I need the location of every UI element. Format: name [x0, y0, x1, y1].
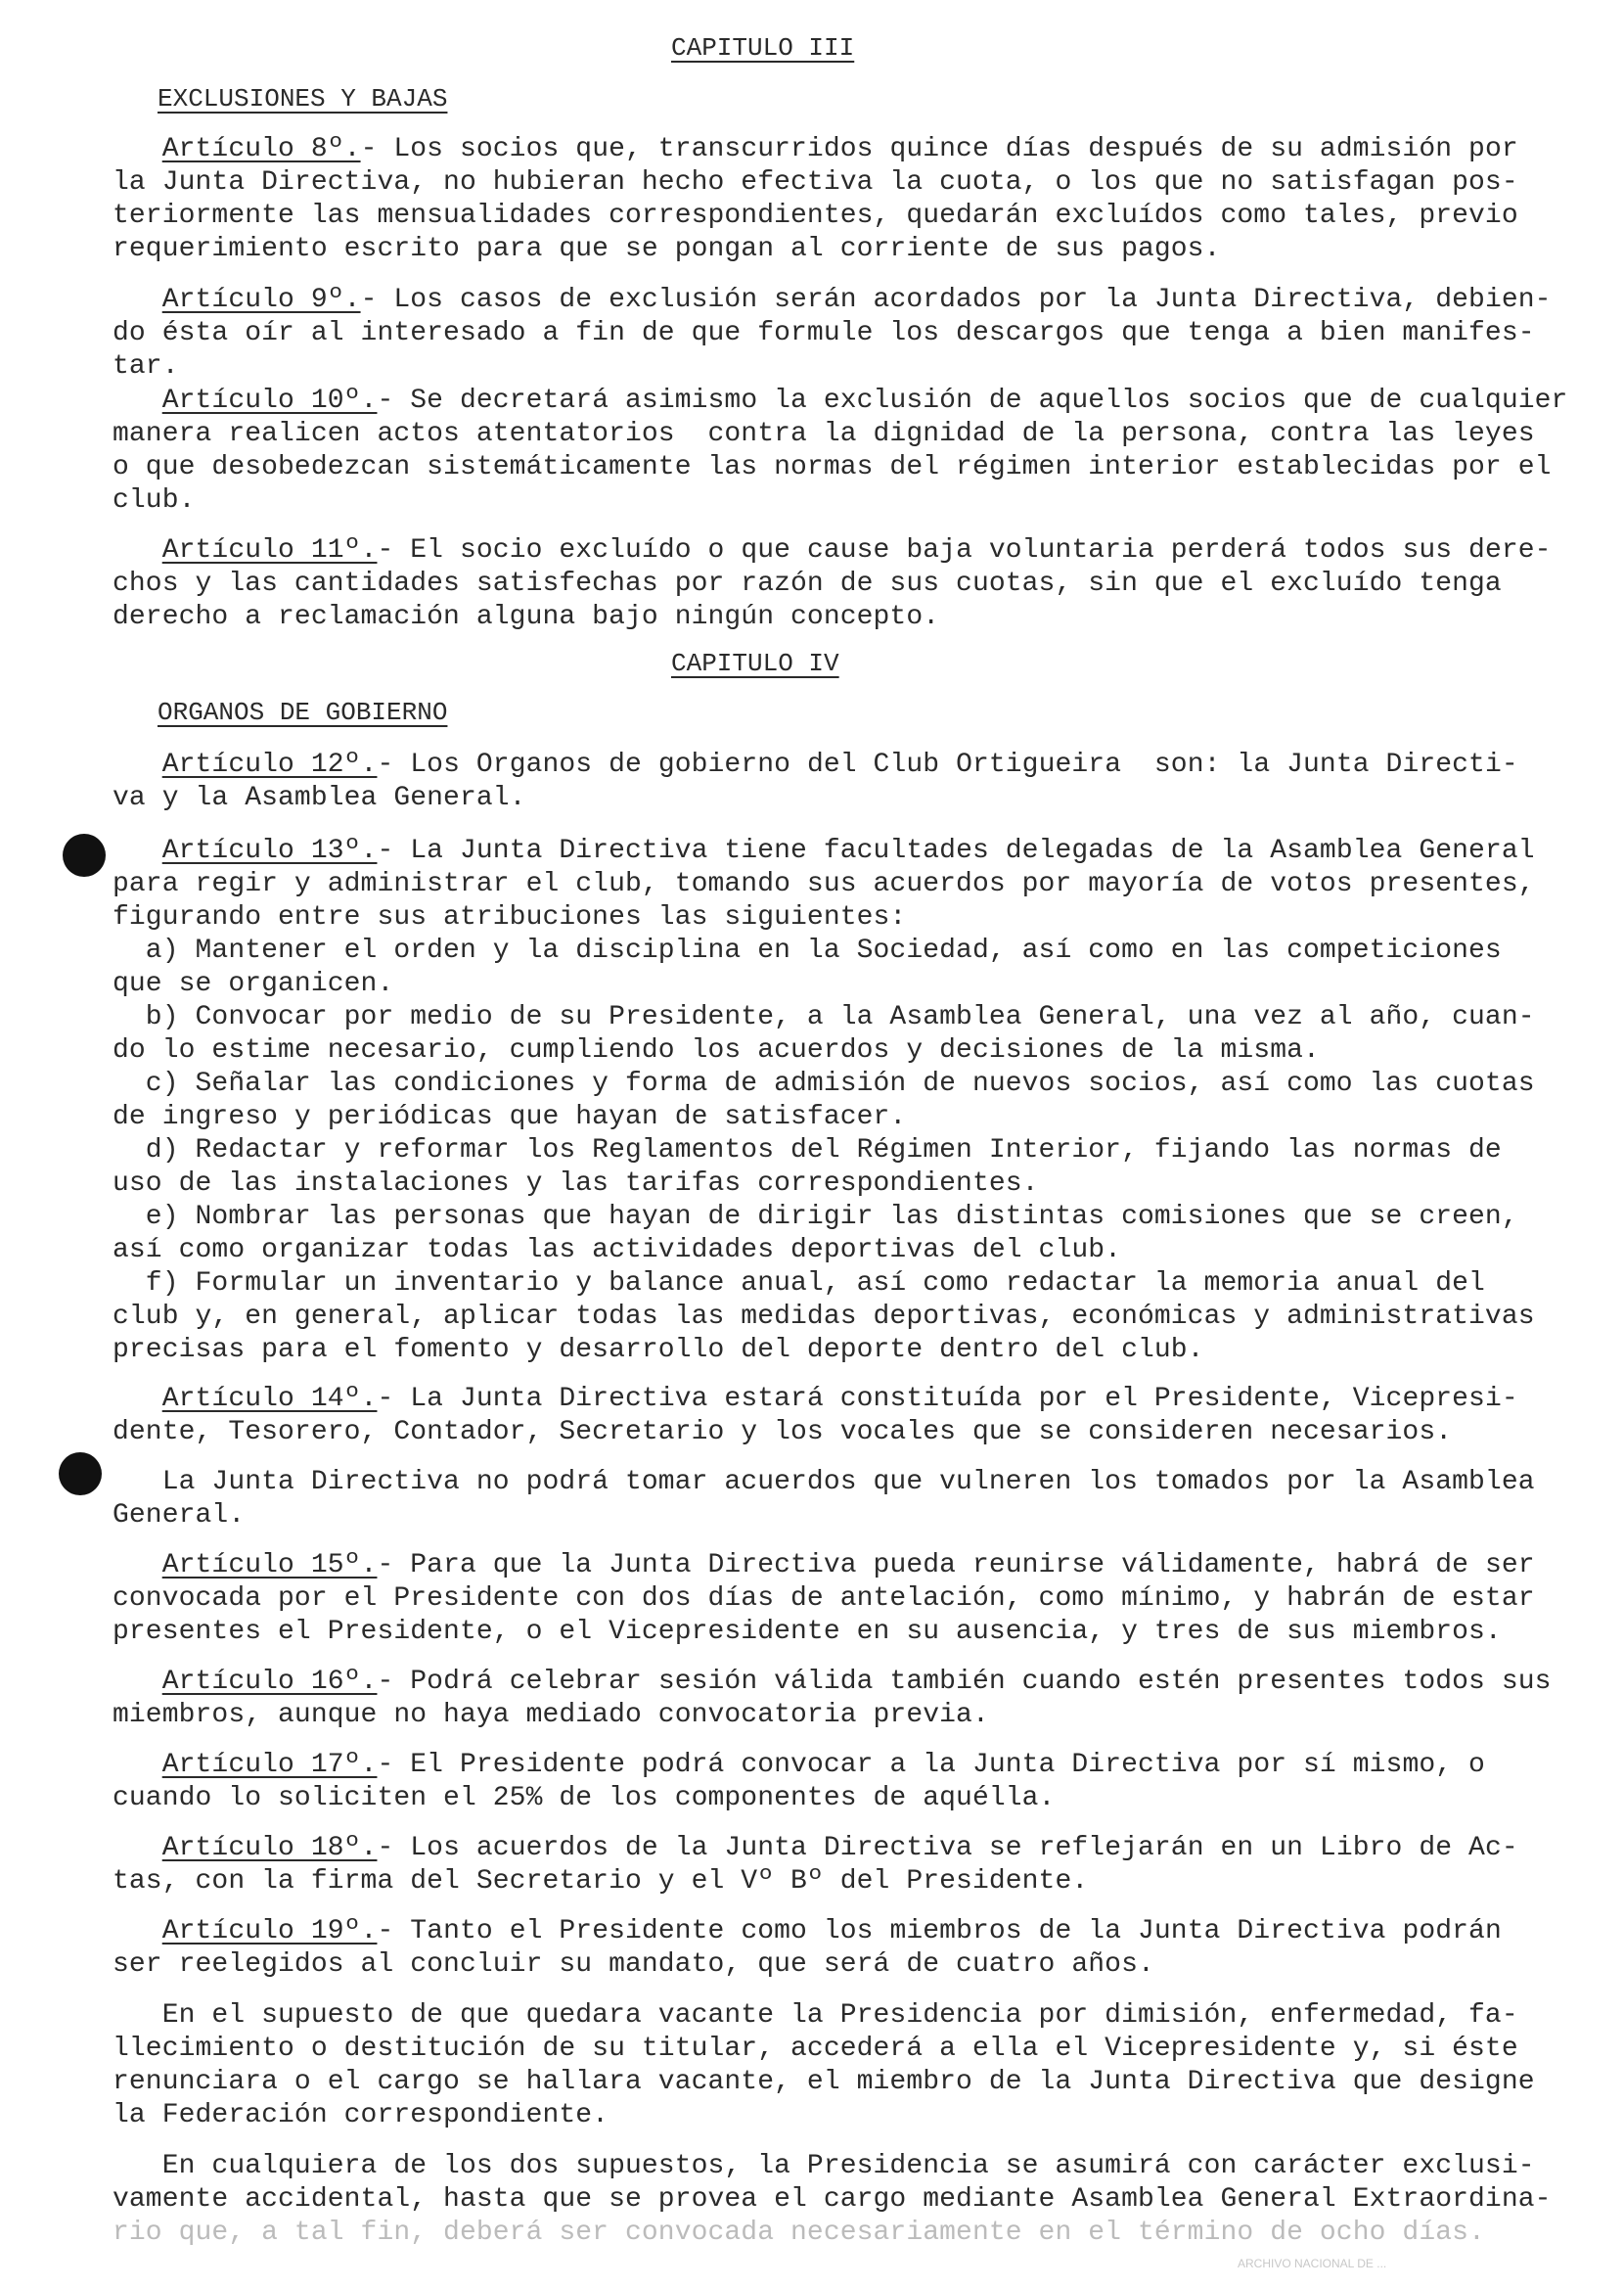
- article-label: Artículo 11º.: [161, 535, 378, 566]
- line-text: a) Mantener el orden y la disciplina en la Sociedad, así como en las competiciones: [113, 936, 1502, 966]
- line-text: do lo estime necesario, cumpliendo los acuerdos y decisiones de la misma.: [113, 1035, 1320, 1066]
- text-line: [113, 2066, 1560, 2099]
- article-label: Artículo 9º.: [161, 285, 361, 315]
- text-line: [113, 1666, 1560, 1699]
- line-text: precisas para el fomento y desarrollo del deporte dentro del club.: [113, 1335, 1204, 1365]
- text-line: [113, 901, 1560, 935]
- punch-hole: [63, 834, 106, 877]
- text-line: [113, 1034, 1560, 1068]
- line-text: derecho a reclamación alguna bajo ningún concepto.: [113, 602, 940, 632]
- line-text: llecimiento o destitución de su titular, accederá a ella el Vicepresidente y, si éste: [113, 2034, 1518, 2064]
- line-text: ser reelegidos al concluir su mandato, que será de cuatro años.: [113, 1949, 1154, 1980]
- text-line: [113, 2150, 1560, 2183]
- article-paragraph: [113, 133, 1560, 266]
- text-line: [113, 1201, 1560, 1234]
- line-text: En cualquiera de los dos supuestos, la Presidencia se asumirá con carácter exclusi-: [113, 2151, 1535, 2181]
- line-text: la Federación correspondiente.: [113, 2100, 609, 2130]
- line-text: La Junta Directiva no podrá tomar acuerdos que vulneren los tomados por la Asamblea: [113, 1467, 1535, 1497]
- line-text: f) Formular un inventario y balance anual, así como redactar la memoria anual del: [113, 1268, 1485, 1299]
- article-paragraph: [113, 1915, 1560, 1982]
- line-text: do ésta oír al interesado a fin de que formule los descargos que tenga a bien manifes-: [113, 318, 1535, 348]
- line-text: - Los casos de exclusión serán acordados por la Junta Directiva, debien-: [360, 285, 1552, 315]
- text-line: [113, 1001, 1560, 1034]
- line-text: En el supuesto de que quedara vacante la Presidencia por dimisión, enfermedad, fa-: [113, 2000, 1518, 2031]
- line-text: va y la Asamblea General.: [113, 783, 526, 813]
- line-text: tar.: [113, 351, 179, 382]
- line-text: b) Convocar por medio de su Presidente, a la Asamblea General, una vez al año, cuan-: [113, 1002, 1535, 1032]
- article-paragraph: [113, 749, 1560, 815]
- text-line: [113, 451, 1560, 484]
- article-label: Artículo 13º.: [161, 836, 378, 866]
- line-text: - Los socios que, transcurridos quince días después de su admisión por: [360, 134, 1518, 164]
- article-paragraph: [113, 1666, 1560, 1732]
- article-label: Artículo 10º.: [161, 386, 378, 416]
- text-line: [113, 418, 1560, 451]
- line-text: o que desobedezcan sistemáticamente las normas del régimen interior establecidas por el: [113, 452, 1552, 482]
- line-text: de ingreso y periódicas que hayan de satisfacer.: [113, 1102, 907, 1132]
- line-text: club y, en general, aplicar todas las medidas deportivas, económicas y administrativas: [113, 1302, 1535, 1332]
- text-line: [113, 1383, 1560, 1416]
- article-label: Artículo 19º.: [161, 1916, 378, 1946]
- line-text: rio que, a tal fin, deberá ser convocada necesariamente en el término de ocho días.: [113, 2218, 1485, 2248]
- article-label: Artículo 12º.: [161, 750, 378, 780]
- line-text: manera realicen actos atentatorios contra la dignidad de la persona, contra las leyes: [113, 419, 1535, 449]
- line-text: miembros, aunque no haya mediado convocatoria previa.: [113, 1700, 989, 1730]
- article-label: Artículo 8º.: [161, 134, 361, 164]
- text-line: [113, 1865, 1560, 1899]
- line-text: e) Nombrar las personas que hayan de dirigir las distintas comisiones que se creen,: [113, 1202, 1518, 1232]
- text-line: [113, 1068, 1560, 1101]
- line-text: - La Junta Directiva tiene facultades delegadas de la Asamblea General: [377, 836, 1535, 866]
- text-line: [113, 233, 1560, 266]
- paragraph: [113, 1466, 1560, 1533]
- paragraph: [113, 1999, 1560, 2132]
- text-line: [113, 782, 1560, 815]
- article-paragraph: [113, 1383, 1560, 1449]
- text-line: [113, 2217, 1560, 2250]
- line-text: - Se decretará asimismo la exclusión de aquellos socios que de cualquier: [377, 386, 1568, 416]
- line-text: que se organicen.: [113, 969, 394, 999]
- text-line: [113, 1334, 1560, 1367]
- chapter-3-heading: CAPITULO III: [671, 33, 855, 63]
- text-line: [113, 1699, 1560, 1732]
- text-line: [113, 200, 1560, 233]
- line-text: - Para que la Junta Directiva pueda reunirse válidamente, habrá de ser: [377, 1550, 1535, 1580]
- article-label: Artículo 17º.: [161, 1750, 378, 1780]
- article-label: Artículo 15º.: [161, 1550, 378, 1580]
- article-label: Artículo 16º.: [161, 1667, 378, 1697]
- line-text: cuando lo soliciten el 25% de los componentes de aquélla.: [113, 1783, 1056, 1813]
- text-line: [113, 1999, 1560, 2033]
- text-line: [113, 1948, 1560, 1982]
- line-text: así como organizar todas las actividades deportivas del club.: [113, 1235, 1122, 1265]
- article-paragraph: [113, 1832, 1560, 1899]
- text-line: [113, 484, 1560, 518]
- paragraph: [113, 2150, 1560, 2250]
- text-line: [113, 1134, 1560, 1167]
- text-line: [113, 1549, 1560, 1582]
- text-line: [113, 1616, 1560, 1649]
- section-organs-heading: ORGANOS DE GOBIERNO: [158, 698, 448, 727]
- text-line: [113, 1167, 1560, 1201]
- line-text: requerimiento escrito para que se pongan al corriente de sus pagos.: [113, 234, 1221, 264]
- text-line: [113, 1915, 1560, 1948]
- text-line: [113, 1267, 1560, 1301]
- line-text: club.: [113, 485, 196, 516]
- text-line: [113, 2099, 1560, 2132]
- text-line: [113, 1582, 1560, 1616]
- text-line: [113, 1832, 1560, 1865]
- line-text: chos y las cantidades satisfechas por razón de sus cuotas, sin que el excluído tenga: [113, 569, 1502, 599]
- text-line: [113, 1782, 1560, 1815]
- article-paragraph: [113, 534, 1560, 634]
- line-text: vamente accidental, hasta que se provea el cargo mediante Asamblea General Extraordina-: [113, 2184, 1552, 2215]
- article-paragraph: [113, 284, 1560, 384]
- article-label: Artículo 18º.: [161, 1833, 378, 1863]
- text-line: [113, 317, 1560, 350]
- line-text: convocada por el Presidente con dos días de antelación, como mínimo, y habrán de estar: [113, 1583, 1535, 1614]
- line-text: d) Redactar y reformar los Reglamentos del Régimen Interior, fijando las normas de: [113, 1135, 1502, 1166]
- text-line: [113, 1499, 1560, 1533]
- text-line: [113, 166, 1560, 200]
- text-line: [113, 350, 1560, 384]
- line-text: - Tanto el Presidente como los miembros de la Junta Directiva podrán: [377, 1916, 1502, 1946]
- text-line: [113, 868, 1560, 901]
- article-paragraph: [113, 385, 1568, 518]
- line-text: - Los Organos de gobierno del Club Ortigueira son: la Junta Directi-: [377, 750, 1518, 780]
- article-paragraph: [113, 1749, 1560, 1815]
- article-paragraph: [113, 1549, 1560, 1649]
- line-text: figurando entre sus atribuciones las siguientes:: [113, 902, 907, 933]
- line-text: la Junta Directiva, no hubieran hecho efectiva la cuota, o los que no satisfagan pos-: [113, 167, 1518, 198]
- text-line: [113, 935, 1560, 968]
- text-line: [113, 284, 1560, 317]
- section-exclusions-heading: EXCLUSIONES Y BAJAS: [158, 84, 448, 114]
- line-text: - La Junta Directiva estará constituída por el Presidente, Vicepresi-: [377, 1384, 1518, 1414]
- text-line: [113, 749, 1560, 782]
- text-line: [113, 1416, 1560, 1449]
- line-text: General.: [113, 1500, 246, 1531]
- text-line: [113, 2033, 1560, 2066]
- text-line: [113, 1101, 1560, 1134]
- text-line: [113, 1466, 1560, 1499]
- line-text: dente, Tesorero, Contador, Secretario y los vocales que se consideren necesarios.: [113, 1417, 1453, 1447]
- text-line: [113, 1301, 1560, 1334]
- line-text: para regir y administrar el club, tomando sus acuerdos por mayoría de votos presentes,: [113, 869, 1535, 899]
- archive-stamp: ARCHIVO NACIONAL DE ...: [1238, 2257, 1387, 2270]
- text-line: [113, 968, 1560, 1001]
- article-paragraph: [113, 835, 1560, 1367]
- text-line: [113, 534, 1560, 568]
- line-text: teriormente las mensualidades correspondientes, quedarán excluídos como tales, previo: [113, 201, 1518, 231]
- line-text: c) Señalar las condiciones y forma de admisión de nuevos socios, así como las cuotas: [113, 1069, 1535, 1099]
- line-text: presentes el Presidente, o el Vicepresidente en su ausencia, y tres de sus miembros.: [113, 1617, 1502, 1647]
- article-label: Artículo 14º.: [161, 1384, 378, 1414]
- line-text: renunciara o el cargo se hallara vacante, el miembro de la Junta Directiva que designe: [113, 2067, 1535, 2097]
- text-line: [113, 568, 1560, 601]
- text-line: [113, 2183, 1560, 2217]
- line-text: - El socio excluído o que cause baja voluntaria perderá todos sus dere-: [377, 535, 1552, 566]
- text-line: [113, 385, 1568, 418]
- line-text: - Podrá celebrar sesión válida también cuando estén presentes todos sus: [377, 1667, 1552, 1697]
- text-line: [113, 1749, 1560, 1782]
- punch-hole: [59, 1452, 102, 1495]
- text-line: [113, 133, 1560, 166]
- line-text: tas, con la firma del Secretario y el Vº Bº del Presidente.: [113, 1866, 1089, 1897]
- text-line: [113, 835, 1560, 868]
- line-text: - Los acuerdos de la Junta Directiva se reflejarán en un Libro de Ac-: [377, 1833, 1518, 1863]
- line-text: - El Presidente podrá convocar a la Junta Directiva por sí mismo, o: [377, 1750, 1485, 1780]
- line-text: uso de las instalaciones y las tarifas correspondientes.: [113, 1168, 1039, 1199]
- chapter-4-heading: CAPITULO IV: [671, 649, 839, 678]
- text-line: [113, 1234, 1560, 1267]
- text-line: [113, 601, 1560, 634]
